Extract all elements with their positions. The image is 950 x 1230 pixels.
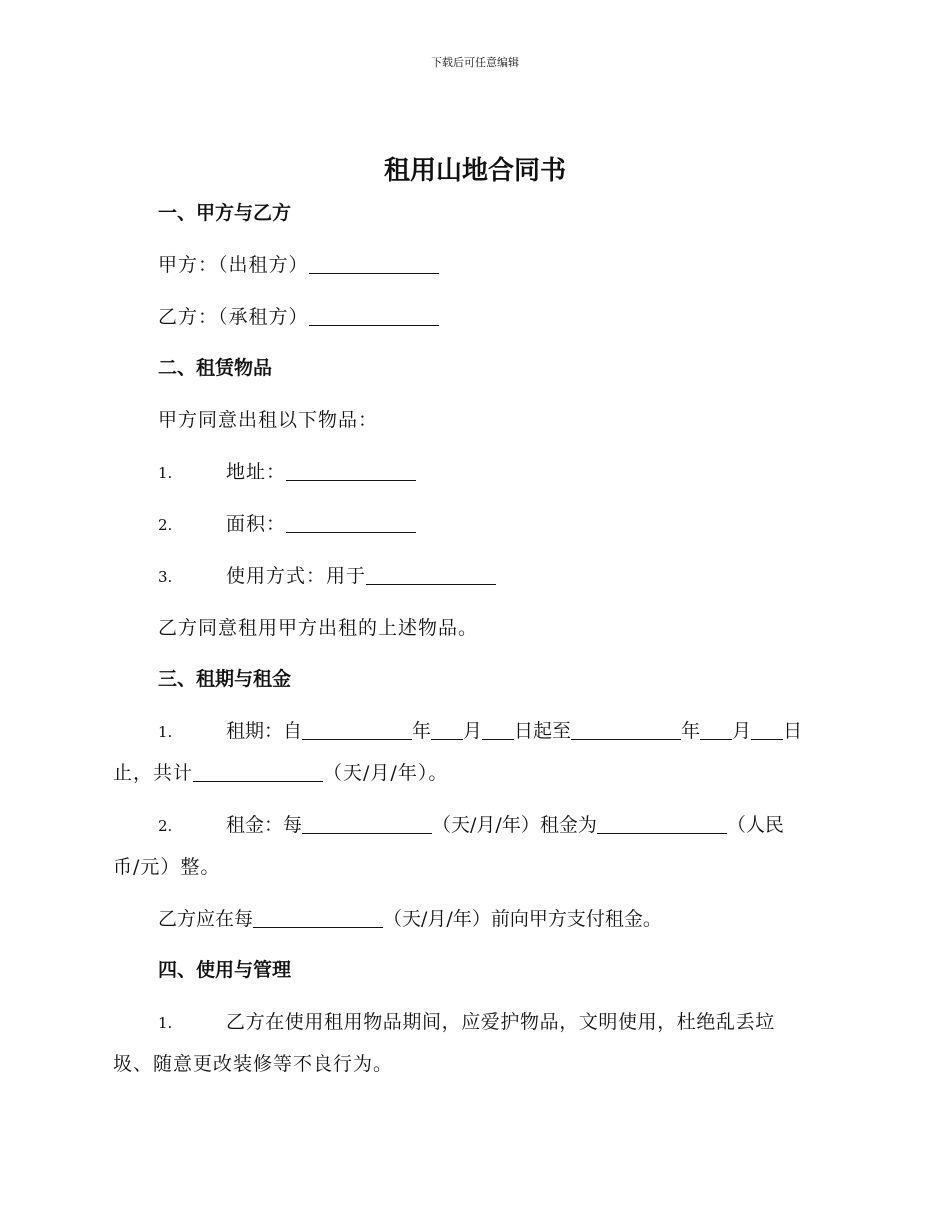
- payment-line: [158, 904, 662, 931]
- term-label: 租期：自: [226, 720, 303, 742]
- page-header: 下载后可任意编辑: [431, 56, 519, 69]
- item-label: 地址：: [226, 461, 287, 483]
- total-label: 止，共计: [113, 762, 194, 784]
- party-b-label: 乙方：（承租方）: [158, 306, 309, 328]
- term-line: [158, 716, 802, 743]
- item-number: 1.: [158, 464, 173, 482]
- rent-amount-blank: [597, 815, 727, 834]
- usage-blank: [366, 566, 496, 585]
- section-heading-4: 四、使用与管理: [158, 959, 292, 981]
- rental-intro: 甲方同意出租以下物品：: [158, 409, 379, 431]
- area-blank: [286, 514, 416, 533]
- payment-rest: （天/月/年）前向甲方支付租金。: [383, 908, 662, 930]
- item-label: 面积：: [226, 513, 287, 535]
- agree-line: 乙方同意租用甲方出租的上述物品。: [158, 617, 479, 639]
- item-address: [158, 457, 416, 484]
- rent-mid-label: （天/月/年）租金为: [432, 814, 597, 836]
- day-from-label: 日起至: [514, 720, 572, 742]
- day-label: 日: [783, 720, 803, 742]
- term-line-cont: [113, 758, 448, 785]
- end-month-blank: [700, 721, 732, 740]
- usage-rule-cont: 圾、随意更改装修等不良行为。: [113, 1053, 394, 1075]
- month-label: 月: [463, 720, 483, 742]
- rent-period-blank: [302, 815, 432, 834]
- total-blank: [193, 763, 323, 782]
- payment-blank: [253, 909, 383, 928]
- start-day-blank: [482, 721, 514, 740]
- rent-currency-label: （人民: [726, 814, 784, 836]
- section-heading-2: 二、租赁物品: [158, 357, 273, 379]
- unit-label: （天/月/年）。: [323, 762, 449, 784]
- rent-label: 租金：每: [226, 814, 303, 836]
- party-b-blank: [309, 307, 439, 326]
- item-number: 2.: [158, 817, 173, 835]
- party-a-line: [158, 250, 439, 277]
- year-label: 年: [412, 720, 432, 742]
- item-number: 2.: [158, 516, 173, 534]
- item-label: 使用方式：用于: [226, 565, 367, 587]
- party-b-line: [158, 302, 439, 329]
- payment-label: 乙方应在每: [158, 908, 254, 930]
- item-usage: [158, 561, 496, 588]
- party-a-label: 甲方：（出租方）: [158, 254, 309, 276]
- rent-line: [158, 810, 784, 837]
- month-label: 月: [732, 720, 752, 742]
- item-area: [158, 509, 416, 536]
- rent-line-cont: 币/元）整。: [113, 856, 221, 878]
- document-title: 租用山地合同书: [383, 156, 566, 186]
- item-number: 3.: [158, 568, 173, 586]
- section-heading-1: 一、甲方与乙方: [158, 202, 292, 224]
- start-month-blank: [431, 721, 463, 740]
- item-number: 1.: [158, 1014, 173, 1032]
- address-blank: [286, 462, 416, 481]
- item-number: 1.: [158, 723, 173, 741]
- section-heading-3: 三、租期与租金: [158, 668, 292, 690]
- year-label: 年: [681, 720, 701, 742]
- party-a-blank: [309, 255, 439, 274]
- end-year-blank: [571, 721, 681, 740]
- start-year-blank: [302, 721, 412, 740]
- usage-rule-text: 乙方在使用租用物品期间，应爱护物品，文明使用，杜绝乱丢垃: [226, 1011, 775, 1033]
- usage-rule-line: [158, 1007, 775, 1034]
- end-day-blank: [751, 721, 783, 740]
